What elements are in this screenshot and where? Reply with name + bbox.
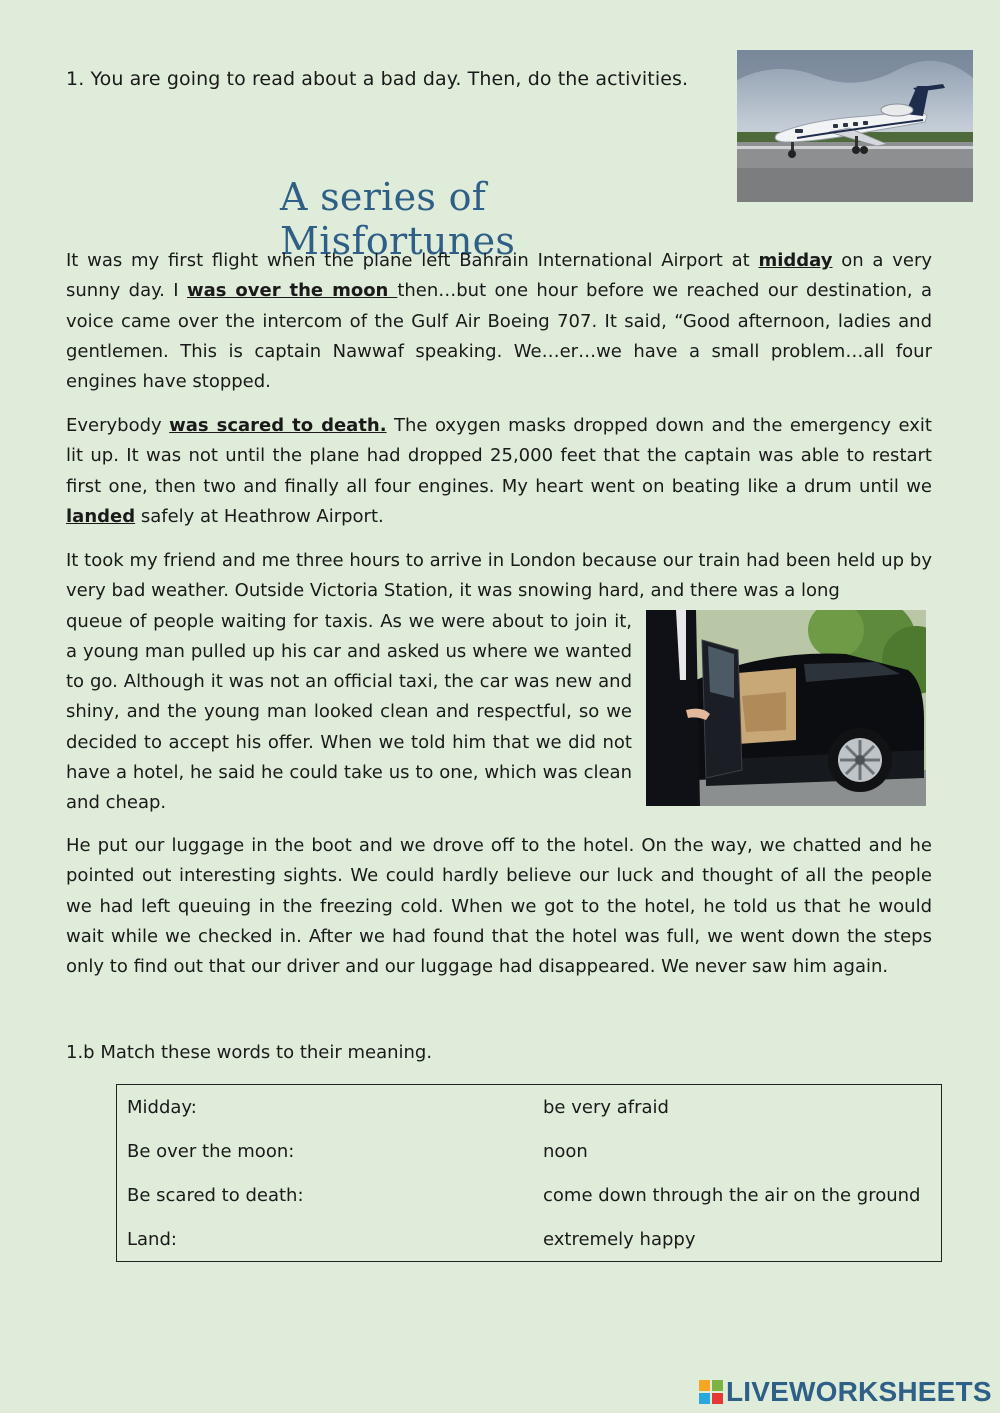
matching-instruction: 1.b Match these words to their meaning. — [66, 1042, 433, 1063]
text-segment: It was my first flight when the plane left Bahrain International Airport at — [66, 250, 759, 271]
vocab-scared-to-death: was scared to death. — [169, 415, 387, 436]
text-segment: The oxygen masks dropped down and the emergency exit lit up. It was not until the plane had dropped 25,000 feet that the captain was able to restart first one, then two and finally all four engines. My heart went on beating like a drum until we — [66, 415, 932, 497]
match-word: Be over the moon: — [127, 1140, 295, 1162]
match-word: Midday: — [127, 1096, 197, 1118]
text-segment: on a very sunny day. I — [66, 250, 932, 302]
liveworksheets-logo-icon — [698, 1379, 724, 1405]
airplane-icon — [737, 50, 973, 202]
match-word: Be scared to death: — [127, 1184, 304, 1206]
match-meaning[interactable]: be very afraid — [543, 1096, 669, 1118]
car-icon — [646, 610, 926, 806]
logo-text: LIVEWORKSHEETS — [726, 1376, 992, 1407]
table-row — [117, 1217, 942, 1262]
story-paragraph-4: He put our luggage in the boot and we drove off to the hotel. On the way, we chatted and he pointed out interesting sights. We could hardly believe our luck and thought of all the people we had left queuing in the freezing cold. When we got to the hotel, he told us that he would wait while we checked in. After we had found that the hotel was full, we went down the steps only to find out that our driver and our luggage had disappeared. We never saw him again. — [66, 835, 932, 978]
vocab-over-the-moon: was over the moon — [186, 280, 398, 302]
activity-instruction: 1. You are going to read about a bad day. Then, do the activities. — [66, 68, 689, 90]
text-segment: then…but one hour before we reached our destination, a voice came over the intercom of the Gulf Air Boeing 707. It said, “Good afternoon, ladies and gentlemen. This is captain Nawwaf speaking. We…er…we have a small problem…all four engines have stopped. — [66, 280, 933, 393]
car-door-photo — [646, 610, 926, 806]
match-word: Land: — [127, 1228, 177, 1250]
table-row — [117, 1129, 942, 1173]
match-meaning[interactable]: come down through the air on the ground — [543, 1184, 921, 1206]
paragraph-3-wrapped: queue of people waiting for taxis. As we were about to join it, a young man pulled up his car and asked us where we wanted to go. Although it was not an official taxi, the car was new and shiny, and the young man looked clean and respectful, so we decided to accept his offer. When we told him that we did not have a hotel, he said he could take us to one, which was clean and cheap. — [66, 610, 632, 814]
story-paragraph-1 — [66, 246, 932, 397]
airplane-photo — [737, 50, 973, 202]
liveworksheets-logo — [698, 1375, 992, 1409]
story-paragraph-2 — [66, 411, 932, 532]
paragraph-3-top: It took my friend and me three hours to arrive in London because our train had been held up by very bad weather. Outside Victoria Station, it was snowing hard, and there was a long — [66, 550, 932, 602]
table-row — [117, 1173, 942, 1217]
match-meaning[interactable]: noon — [543, 1140, 588, 1162]
text-segment: Everybody — [66, 415, 170, 436]
table-row — [117, 1085, 942, 1130]
matching-table — [116, 1084, 942, 1262]
story-title: A series of Misfortunes — [280, 175, 516, 263]
text-segment: safely at Heathrow Airport. — [135, 505, 384, 527]
vocab-midday: midday — [758, 250, 833, 271]
match-meaning[interactable]: extremely happy — [543, 1228, 696, 1250]
vocab-landed: landed — [66, 505, 136, 527]
